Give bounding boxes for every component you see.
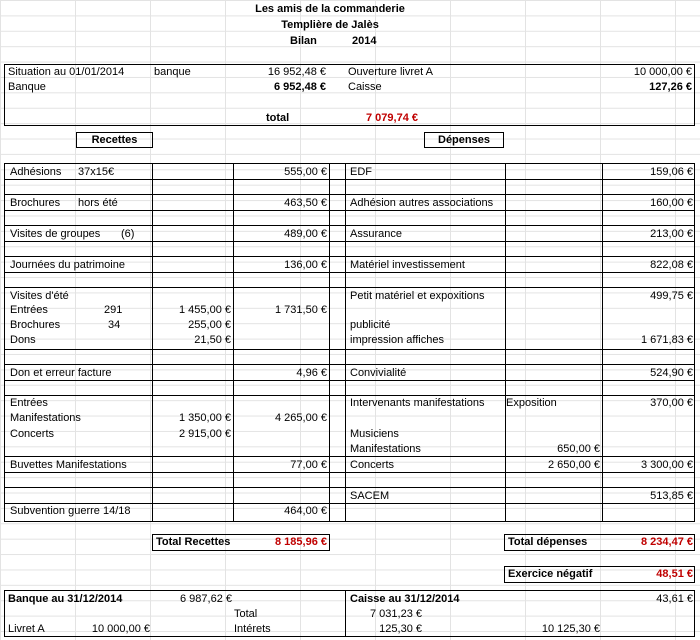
depense-petit-materiel: Petit matériel et expoxitions [350,290,485,302]
depense-adhesion-assoc-total: 160,00 € [650,197,693,209]
exercice-negatif-label: Exercice négatif [508,568,593,580]
recette-brochures-total: 463,50 € [284,197,327,209]
depense-impression-total: 1 671,83 € [641,334,693,346]
recette-dons: Dons [10,334,36,346]
depense-assurance-total: 213,00 € [650,228,693,240]
depense-exposition-total: 370,00 € [650,397,693,409]
depense-petit-materiel-total: 499,75 € [650,290,693,302]
recettes-title: Recettes [76,132,153,148]
recette-visites-groupes-detail: (6) [121,228,135,240]
livret-total-value: 10 125,30 € [541,623,600,635]
total-depenses-value: 8 234,47 € [641,536,693,548]
situation-total-label: total [266,112,290,124]
banque-cloture-value: 6 987,62 € [180,593,232,605]
recette-adhesions-total: 555,00 € [284,166,327,178]
banque-value: 6 952,48 € [274,81,326,93]
depense-materiel-invest: Matériel investissement [350,259,465,271]
recette-don-erreur-total: 4,96 € [296,367,327,379]
recette-brochures-detail: hors été [78,197,118,209]
interets-value: 125,30 € [379,623,422,635]
depense-sacem-total: 513,85 € [650,490,693,502]
cloture-total-value: 7 031,23 € [370,608,422,620]
recette-adhesions-detail: 37x15€ [78,166,115,178]
depense-manifestations: Manifestations [350,443,421,455]
banque-cloture-label: Banque au 31/12/2014 [8,593,123,605]
depense-sacem: SACEM [350,490,390,502]
depense-adhesion-assoc: Adhésion autres associations [350,197,494,209]
depense-edf-total: 159,06 € [650,166,693,178]
recette-brochures-ete: Brochures [10,319,61,331]
situation-banque-word: banque [154,66,191,78]
recette-buvettes: Buvettes Manifestations [10,459,127,471]
report-year: 2014 [352,35,377,47]
recette-entrees-amount: 1 455,00 € [179,304,231,316]
situation-banque-value: 16 952,48 € [267,66,326,78]
recette-visites-groupes: Visites de groupes [10,228,101,240]
banque-label: Banque [8,81,46,93]
recette-subvention: Subvention guerre 14/18 [10,505,131,517]
depense-exposition: Exposition [506,397,557,409]
recette-buvettes-total: 77,00 € [290,459,327,471]
total-recettes-value: 8 185,96 € [275,536,327,548]
recette-visites-groupes-total: 489,00 € [284,228,327,240]
depense-convivialite-total: 524,90 € [650,367,693,379]
caisse-cloture-label: Caisse au 31/12/2014 [350,593,460,605]
recette-brochures-ete-count: 34 [108,319,121,331]
cloture-total-label: Total [234,608,258,620]
depense-musiciens: Musiciens [350,428,399,440]
depense-musiciens-total: 3 300,00 € [641,459,693,471]
total-depenses-label: Total dépenses [508,536,588,548]
recette-manifestations-total: 4 265,00 € [275,412,327,424]
recette-brochures-ete-amount: 255,00 € [188,319,231,331]
ouverture-livret-value: 10 000,00 € [633,66,692,78]
recette-dons-amount: 21,50 € [194,334,231,346]
recette-visites-ete: Visites d'été [10,290,69,302]
depense-intervenants: Intervenants manifestations [350,397,485,409]
depense-assurance: Assurance [350,228,402,240]
situation-label: Situation au 01/01/2014 [8,66,125,78]
ouverture-livret-label: Ouverture livret A [348,66,433,78]
interets-label: Intérets [234,623,271,635]
recette-adhesions: Adhésions [10,166,62,178]
recette-brochures: Brochures [10,197,61,209]
depense-manifestations-amount: 650,00 € [557,443,600,455]
livret-a-value: 10 000,00 € [91,623,150,635]
depense-impression: impression affiches [350,334,444,346]
report-title-line2: Templière de Jalès [281,19,379,31]
recette-entrees-count: 291 [104,304,123,316]
recette-entrees-manif: Entrées [10,397,48,409]
depense-convivialite: Convivialité [350,367,407,379]
depense-concerts-amount: 2 650,00 € [548,459,600,471]
caisse-cloture-value: 43,61 € [656,593,693,605]
total-recettes-label: Total Recettes [156,536,231,548]
caisse-value: 127,26 € [649,81,692,93]
depense-materiel-invest-total: 822,08 € [650,259,693,271]
situation-total-value: 7 079,74 € [366,112,418,124]
report-bilan-label: Bilan [290,35,317,47]
exercice-negatif-value: 48,51 € [656,568,693,580]
recette-visites-ete-total: 1 731,50 € [275,304,327,316]
caisse-label: Caisse [348,81,382,93]
recette-manifestations: Manifestations [10,412,81,424]
livret-a-label: Livret A [8,623,45,635]
recette-concerts-amount: 2 915,00 € [179,428,231,440]
recette-journees-total: 136,00 € [284,259,327,271]
recette-journees-patrimoine: Journées du patrimoine [10,259,125,271]
depense-publicite: publicité [350,319,391,331]
recette-entrees: Entrées [10,304,48,316]
depenses-title: Dépenses [424,132,504,148]
recette-subvention-amount: 464,00 € [284,505,327,517]
recette-manifestations-amount: 1 350,00 € [179,412,231,424]
report-title-line1: Les amis de la commanderie [255,3,405,15]
recette-concerts: Concerts [10,428,55,440]
recette-don-erreur: Don et erreur facture [10,367,112,379]
depense-edf: EDF [350,166,372,178]
depense-concerts: Concerts [350,459,395,471]
